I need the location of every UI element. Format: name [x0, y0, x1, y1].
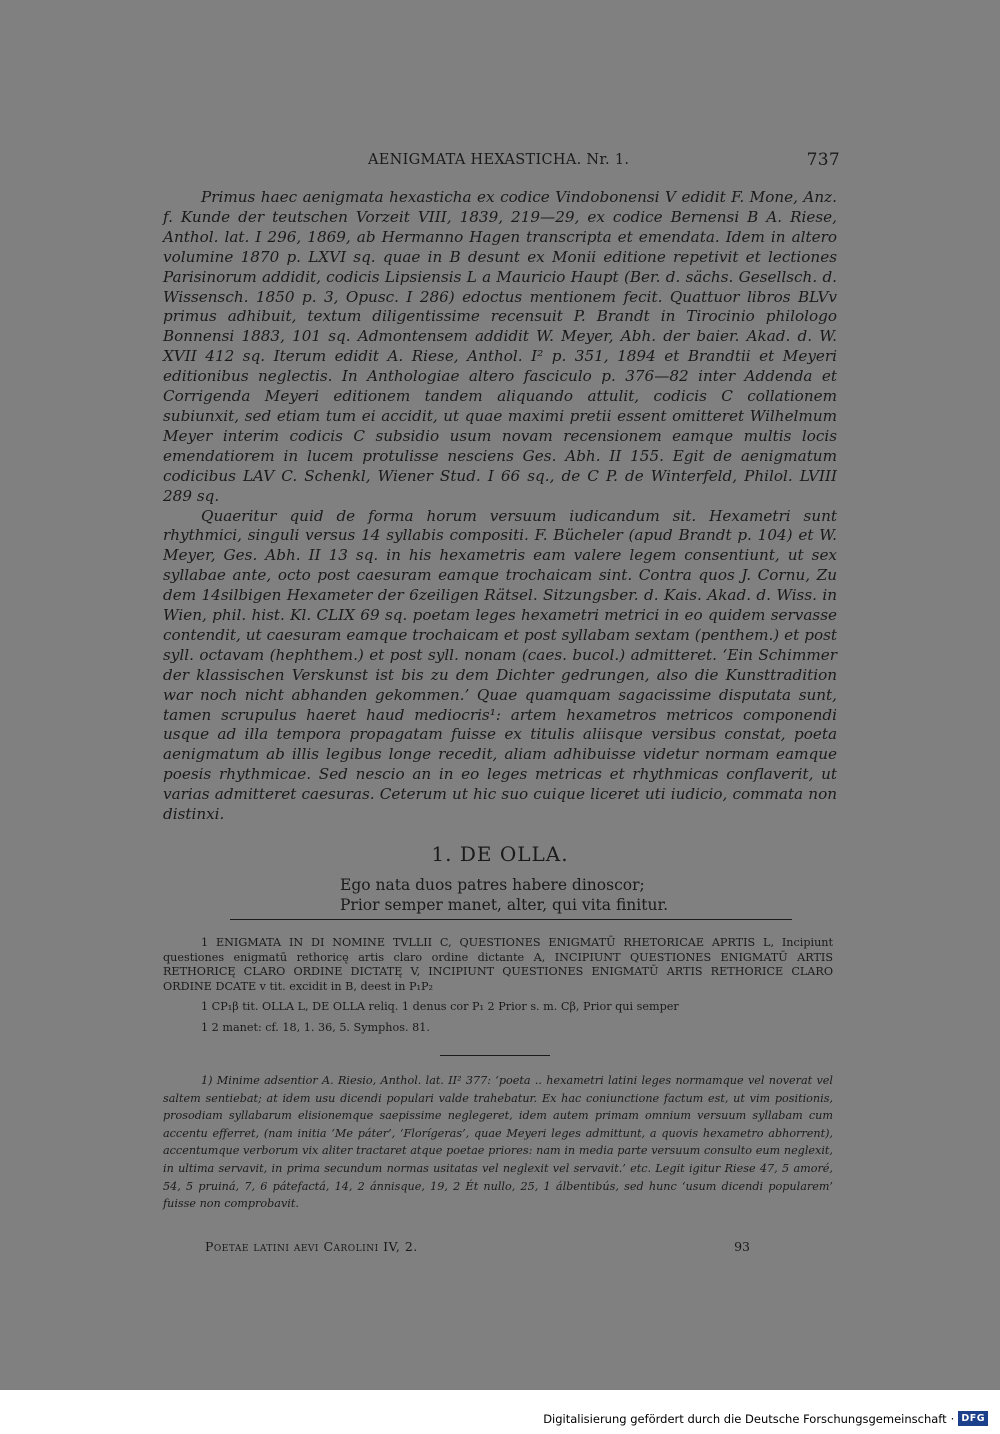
page-number: 737: [806, 150, 840, 170]
apparatus-line-1: 1 ENIGMATA IN DI NOMINE TVLLII C, QUESTIONES ENIGMATŪ RHETORICAE APRTIS L, Incipiunt questiones enigmatū rethoricę artis claro ordine dictante A, INCIPIUNT QUESTIONES ENIGMATŪ ARTIS RETHORICĘ CLARO ORDINE DICTATĘ V, INCIPIUNT QUESTIONES ENIGMATŪ ARTIS RETHORICE CLARO ORDINE DCATE v tit. excidit in B, deest in P₁P₂: [163, 936, 833, 993]
critical-apparatus: [163, 936, 833, 1036]
footnote-text: 1) Minime adsentior A. Riesio, Anthol. lat. II² 377: ‘poeta .. hexametri latini leges normamque vel noverat vel saltem sentiebat; at idem usu dicendi populari valde trahebatur. Ex hac coniunctione factum est, ut vim positionis, prosodiam syllabarum elisionemque saepissime neglegeret, idem autem primam omnium versuum syllabam cum accentu efferret, (nam initia ‘Me páter’, ‘Florígeras’, quae Meyeri leges admittunt, a quovis hexametro abhorrent), accentumque verborum vix aliter tractaret atque poetae priores: nam in media parte versuum consulto eum neglexit, in ultima servavit, in prima secundum normas usitatas vel neglexit vel servavit.’ etc. Legit igitur Riese 47, 5 amoré, 54, 5 pruiná, 7, 6 pátefactá, 14, 2 ánnisque, 19, 2 Ét nullo, 25, 1 álbentibús, sed hunc ‘usum dicendi popularem’ fuisse non comprobavit.: [163, 1074, 833, 1211]
apparatus-line-2: 1 CP₁β tit. OLLA L, DE OLLA reliq. 1 denus cor P₁ 2 Prior s. m. Cβ, Prior qui semper: [201, 1000, 679, 1014]
apparatus-divider: [230, 919, 792, 920]
footnote: [163, 1072, 833, 1213]
funding-attribution: Digitalisierung gefördert durch die Deutsche Forschungsgemeinschaft · DFG: [543, 1411, 988, 1426]
intro-paragraph-1: Primus haec aenigmata hexasticha ex codice Vindobonensi V edidit F. Mone, Anz. f. Kunde der teutschen Vorzeit VIII, 1839, 219—29, ex codice Bernensi B A. Riese, Anthol. lat. I 296, 1869, ab Hermanno Hagen transcripta et emendata. Idem in altero volumine 1870 p. LXVI sq. quae in B desunt ex Monii editione repetivit et lectiones Parisinorum addidit, codicis Lipsiensis L a Mauricio Haupt (Ber. d. sächs. Gesellsch. d. Wissensch. 1850 p. 3, Opusc. I 286) edoctus mentionem fecit. Quattuor libros BLVv primus adhibuit, textum diligentissime recensuit P. Brandt in Tirocinio philologo Bonnensi 1883, 101 sq. Admontensem addidit W. Meyer, Abh. der baier. Akad. d. W. XVII 412 sq. Iterum edidit A. Riese, Anthol. I² p. 351, 1894 et Brandtii et Meyeri editionibus neglectis. In Anthologiae altero fasciculo p. 376—82 inter Addenda et Corrigenda Meyeri editionem tandem aliquando attulit, codicis C collationem subiunxit, sed etiam tum ei accidit, ut quae maximi pretii essent omitteret Wilhelmum Meyer interim codicis C subsidio usum novam recensionem eamque multis locis emendatiorem in lucem protulisse nesciens Ges. Abh. II 155. Egit de aenigmatum codicibus LAV C. Schenkl, Wiener Stud. I 66 sq., de C P. de Winterfeld, Philol. LVIII 289 sq.: [163, 188, 837, 505]
attribution-text: Digitalisierung gefördert durch die Deutsche Forschungsgemeinschaft: [543, 1411, 947, 1426]
dfg-logo-icon: DFG: [958, 1411, 988, 1426]
apparatus-line-3: 1 2 manet: cf. 18, 1. 36, 5. Symphos. 81.: [201, 1020, 430, 1034]
poem-verses: [340, 875, 668, 915]
introduction: [163, 188, 837, 825]
poem-title: 1. DE OLLA.: [431, 842, 569, 866]
footer-sheet-number: 93: [734, 1239, 750, 1254]
page-footer: [205, 1239, 750, 1254]
footnote-divider: [440, 1055, 550, 1056]
verse-line-2: Prior semper manet, alter, qui vita finitur.: [340, 896, 669, 914]
running-title: AENIGMATA HEXASTICHA. Nr. 1.: [368, 152, 630, 168]
verse-line-1: Ego nata duos patres habere dinoscor;: [340, 876, 645, 894]
footer-signature: Poetae latini aevi Carolini IV, 2.: [205, 1239, 418, 1254]
intro-paragraph-2: Quaeritur quid de forma horum versuum iudicandum sit. Hexametri sunt rhythmici, singuli versus 14 syllabis compositi. F. Bücheler (apud Brandt p. 104) et W. Meyer, Ges. Abh. II 13 sq. in his hexametris eam valere legem consentiunt, ut sex syllabae ante, octo post caesuram eamque trochaicam sint. Contra quos J. Cornu, Zu dem 14silbigen Hexameter der 6zeiligen Rätsel. Sitzungsber. d. Kais. Akad. d. Wiss. in Wien, phil. hist. Kl. CLIX 69 sq. poetam leges hexametri metrici in eo quidem servasse contendit, ut caesuram eamque trochaicam et post syllabam sextam (penthem.) et post syll. octavam (hephthem.) et post syll. nonam (caes. bucol.) admitteret. ‘Ein Schimmer der klassischen Verskunst ist bis zu dem Dichter gedrungen, also die Kunsttradition war noch nicht abhanden gekommen.’ Quae quamquam sagacissime disputata sunt, tamen scrupulus haeret haud mediocris¹: artem hexametros metricos componendi usque ad illa tempora propagatam fuisse ex titulis aliisque versibus constat, poeta aenigmatum ab illis legibus longe recedit, aliam adhibuisse videtur normam eamque poesis rhythmicae. Sed nescio an in eo leges metricas et rhythmicas conflaverit, ut varias admitteret caesuras. Ceterum ut hic suo cuique liceret uti iudicio, commata non distinxi.: [163, 506, 837, 824]
